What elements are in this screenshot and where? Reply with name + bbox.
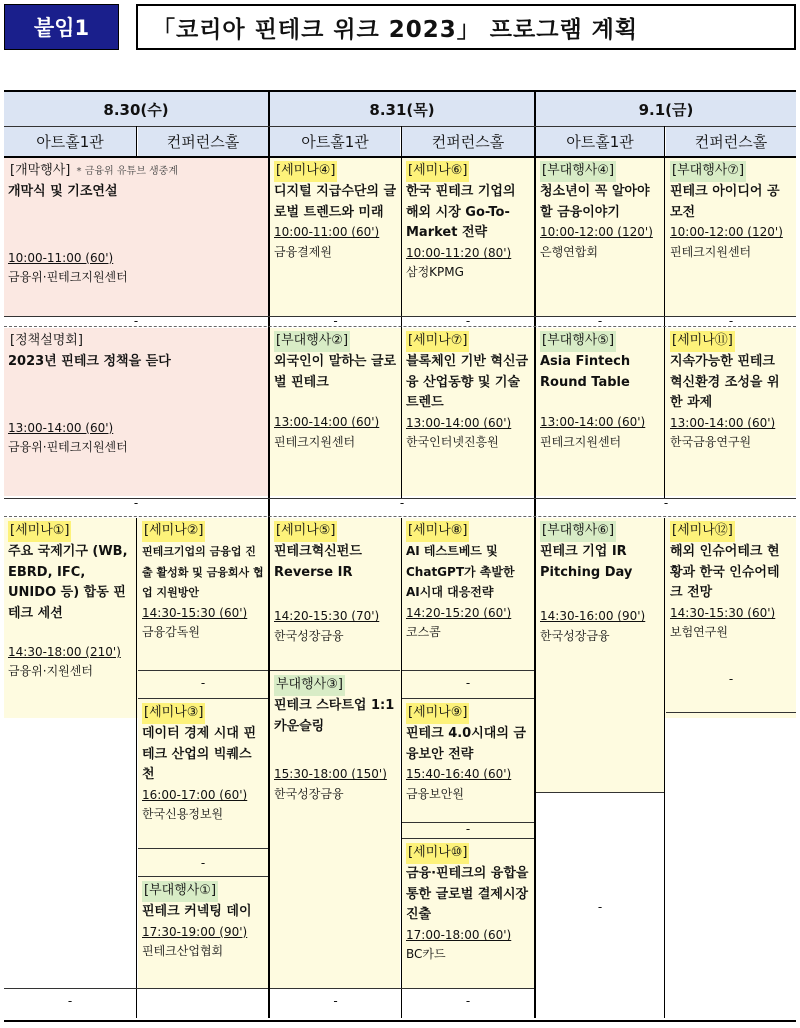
session-time: 17:00-18:00 (60') — [406, 928, 512, 943]
empty-marker: - — [465, 314, 471, 328]
empty-marker: - — [465, 822, 471, 836]
session-time: 13:00-14:00 (60') — [406, 416, 512, 431]
empty-marker: - — [200, 676, 206, 690]
session-title: 지속가능한 핀테크 혁신환경 조성을 위한 과제 — [670, 353, 780, 411]
session-seminar-4 — [270, 158, 401, 316]
session-title: 해외 인슈어테크 현황과 한국 인슈어테크 전망 — [670, 543, 780, 601]
session-time: 13:00-14:00 (60') — [274, 415, 380, 430]
session-org: 금융보안원 — [406, 786, 464, 801]
session-event-2 — [270, 328, 401, 498]
page-title: 「코리아 핀테크 위크 2023」 프로그램 계획 — [136, 4, 796, 50]
session-title: 핀테크 스타트업 1:1 카운슬링 — [274, 697, 395, 734]
session-tag: [세미나⑤] — [274, 521, 337, 542]
day-header-0831: 8.31(목) — [270, 92, 534, 126]
session-tag: [세미나②] — [142, 521, 205, 542]
hall-header: 아트홀1관 — [536, 126, 664, 156]
session-title: 블록체인 기반 혁신금융 산업동향 및 기술 트렌드 — [406, 353, 529, 411]
session-time: 14:20-15:30 (70') — [274, 609, 380, 624]
session-org: 금융감독원 — [142, 625, 200, 640]
empty-marker: - — [728, 314, 734, 328]
empty-marker: - — [333, 994, 338, 1008]
empty-marker: - — [133, 496, 139, 510]
session-org: 한국성장금융 — [540, 628, 610, 643]
session-seminar-6 — [402, 158, 534, 316]
session-time: 16:00-17:00 (60') — [142, 788, 248, 803]
session-org: 핀테크산업협회 — [142, 943, 224, 958]
session-title: AI 테스트베드 및 ChatGPT가 촉발한 AI시대 대응전략 — [406, 543, 515, 600]
session-org: 코스콤 — [406, 625, 441, 640]
attachment-badge: 붙임1 — [4, 4, 119, 50]
hall-header: 아트홀1관 — [270, 126, 400, 156]
empty-marker: - — [133, 314, 139, 328]
session-time: 10:00-11:00 (60') — [8, 250, 114, 265]
session-tag: [세미나⑫] — [670, 521, 735, 542]
session-org: 한국성장금융 — [274, 628, 344, 643]
hall-header: 아트홀1관 — [4, 126, 136, 156]
session-title: 개막식 및 기조연설 — [8, 183, 118, 199]
session-opening — [4, 158, 268, 316]
day-header-0830: 8.30(수) — [4, 92, 268, 126]
program-table — [4, 90, 796, 1022]
session-time: 14:30-15:30 (60') — [670, 606, 776, 621]
session-tag: [부대행사⑤] — [540, 331, 616, 352]
session-org: 한국성장금융 — [274, 786, 344, 801]
session-note: * 금융위 유튜브 생중계 — [76, 166, 179, 177]
day-header-0901: 9.1(금) — [536, 92, 796, 126]
session-tag: [세미나⑥] — [406, 161, 469, 182]
session-time: 15:30-18:00 (150') — [274, 767, 387, 782]
session-seminar-2 — [138, 518, 268, 670]
session-event-7 — [666, 158, 796, 316]
session-time: 13:00-14:00 (60') — [540, 415, 646, 430]
session-event-1 — [138, 878, 268, 988]
session-tag: [부대행사⑦] — [670, 161, 746, 182]
session-time: 10:00-11:00 (60') — [274, 225, 380, 240]
session-tag: [부대행사⑥] — [540, 521, 616, 542]
session-tag: [개막행사] — [10, 163, 71, 178]
session-title: 핀테크 커넥팅 데이 — [142, 903, 252, 919]
session-time: 13:00-14:00 (60') — [670, 416, 776, 431]
session-time: 10:00-12:00 (120') — [540, 225, 653, 240]
empty-marker: - — [597, 314, 603, 328]
empty-marker: - — [333, 314, 338, 328]
session-org: 핀테크지원센터 — [670, 244, 752, 259]
session-time: 14:20-15:20 (60') — [406, 606, 512, 621]
empty-marker: - — [663, 496, 669, 510]
session-tag: [세미나⑪] — [670, 331, 735, 352]
session-event-5 — [536, 328, 664, 498]
session-event-4 — [536, 158, 664, 316]
session-tag: [세미나⑧] — [406, 521, 469, 542]
session-time: 15:40-16:40 (60') — [406, 767, 512, 782]
session-tag: [부대행사④] — [540, 161, 616, 182]
session-time: 14:30-18:00 (210') — [8, 644, 121, 659]
session-event-3 — [270, 672, 401, 988]
hall-header: 컨퍼런스홀 — [666, 126, 796, 156]
session-tag: [세미나⑨] — [406, 703, 469, 724]
session-org: 금융결제원 — [274, 244, 332, 259]
session-title: 핀테크혁신펀드 Reverse IR — [274, 543, 362, 580]
session-seminar-3 — [138, 700, 268, 848]
session-tag: [세미나①] — [8, 521, 71, 542]
hall-header: 컨퍼런스홀 — [138, 126, 268, 156]
session-seminar-11 — [666, 328, 796, 498]
session-title: 핀테크 기업 IR Pitching Day — [540, 543, 633, 580]
session-tag: [세미나③] — [142, 703, 205, 724]
session-org: 한국인터넷진흥원 — [406, 435, 499, 450]
session-org: 은행연합회 — [540, 244, 598, 259]
session-tag: [정책설명회] — [10, 333, 83, 348]
session-time: 14:30-16:00 (90') — [540, 609, 646, 624]
empty-marker: - — [465, 994, 471, 1008]
session-org: 핀테크지원센터 — [274, 434, 356, 449]
session-org: 금융위·지원센터 — [8, 664, 93, 679]
session-org: 삼정KPMG — [406, 265, 464, 280]
session-title: Asia Fintech Round Table — [540, 353, 631, 390]
session-org: 보험연구원 — [670, 625, 728, 640]
hall-header: 컨퍼런스홀 — [402, 126, 534, 156]
session-title: 데이터 경제 시대 핀테크 산업의 빅퀘스천 — [142, 725, 257, 783]
session-policy — [4, 328, 268, 498]
session-seminar-9 — [402, 700, 534, 822]
session-tag: [부대행사②] — [274, 331, 350, 352]
session-title: 청소년이 꼭 알아야 할 금융이야기 — [540, 183, 650, 220]
session-org: 핀테크지원센터 — [540, 434, 622, 449]
session-tag: 부대행사③] — [274, 675, 345, 696]
session-tag: [세미나⑦] — [406, 331, 469, 352]
session-seminar-7 — [402, 328, 534, 498]
session-title: 핀테크기업의 금융업 진출 활성화 및 금융회사 협업 지원방안 — [142, 544, 264, 600]
session-title: 주요 국제기구 (WB, EBRD, IFC, UNIDO 등) 합동 핀테크 세션 — [8, 543, 128, 622]
empty-marker: - — [67, 994, 73, 1008]
empty-marker: - — [597, 900, 603, 914]
session-seminar-1 — [4, 518, 136, 988]
empty-marker: - — [200, 856, 206, 870]
empty-marker: - — [728, 672, 734, 686]
session-seminar-8 — [402, 518, 534, 670]
session-time: 13:00-14:00 (60') — [8, 420, 114, 435]
session-title: 외국인이 말하는 글로벌 핀테크 — [274, 353, 397, 390]
session-org: 금융위·핀테크지원센터 — [8, 439, 128, 454]
session-title: 디지털 지급수단의 글로벌 트렌드와 미래 — [274, 183, 397, 220]
empty-marker: - — [465, 676, 471, 690]
session-time: 10:00-12:00 (120') — [670, 225, 783, 240]
session-tag: [부대행사①] — [142, 881, 218, 902]
session-time: 17:30-19:00 (90') — [142, 924, 248, 939]
session-title: 금융·핀테크의 융합을 통한 글로벌 결제시장 진출 — [406, 865, 529, 923]
session-org: 한국신용정보원 — [142, 807, 224, 822]
session-time: 10:00-11:20 (80') — [406, 246, 512, 261]
session-time: 14:30-15:30 (60') — [142, 606, 248, 621]
session-title: 한국 핀테크 기업의 해외 시장 Go-To-Market 전략 — [406, 183, 516, 241]
session-seminar-10 — [402, 840, 534, 988]
session-title: 핀테크 아이디어 공모전 — [670, 183, 780, 220]
session-title: 2023년 핀테크 정책을 듣다 — [8, 353, 171, 369]
session-org: 금융위·핀테크지원센터 — [8, 269, 128, 284]
session-org: BC카드 — [406, 947, 446, 962]
session-org: 한국금융연구원 — [670, 435, 752, 450]
session-title: 핀테크 4.0시대의 금융보안 전략 — [406, 725, 526, 762]
session-tag: [세미나④] — [274, 161, 337, 182]
empty-marker: - — [399, 496, 405, 510]
session-tag: [세미나⑩] — [406, 843, 469, 864]
session-seminar-5 — [270, 518, 401, 670]
session-event-6 — [536, 518, 664, 792]
